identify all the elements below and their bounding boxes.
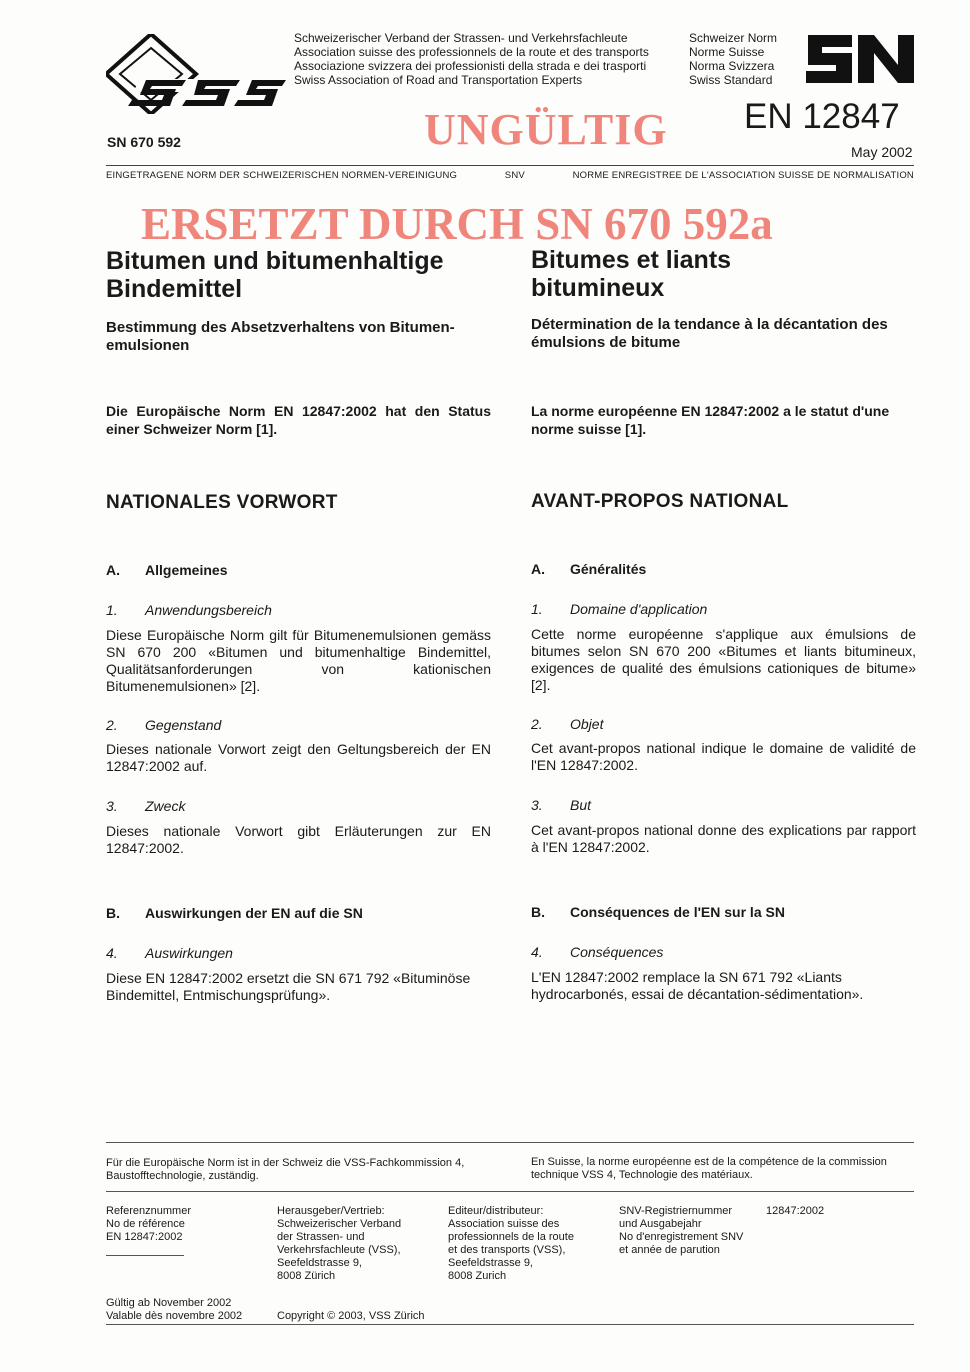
association-name-en: Swiss Association of Road and Transportation Experts [294,73,583,87]
item2-text-de: Dieses nationale Vorwort zeigt den Geltungsbereich der EN 12847:2002 auf. [106,741,491,774]
section-a-heading-de [106,562,227,578]
item4-heading-de [106,945,233,961]
snv-registration-label: SNV-Registriernummer und Ausgabejahr No d'enregistrement SNV et année de parution [619,1205,744,1256]
item3-number-de: 3. [106,798,118,814]
status-fr: La norme européenne EN 12847:2002 a le statut d'une norme suisse [1]. [531,403,890,437]
item2-heading-de [106,717,221,733]
association-names [294,31,649,87]
vss-logo [106,34,286,114]
title-fr-line2: bitumineux [531,274,665,302]
item3-number-fr: 3. [531,797,543,813]
section-b-letter-de: B. [106,905,120,921]
publication-date: May 2002 [851,144,913,160]
item2-text-fr: Cet avant-propos national indique le domaine de validité de l'EN 12847:2002. [531,740,916,773]
item2-number-fr: 2. [531,716,543,732]
item4-title-de: Auswirkungen [145,945,233,961]
foreword-heading-de: NATIONALES VORWORT [106,492,338,513]
item2-heading-fr [531,716,603,732]
subtitle-de: Bestimmung des Absetzverhaltens von Bitumen-emulsionen [106,319,455,354]
item1-text-fr: Cette norme européenne s'applique aux émulsions de bitumes selon SN 670 200 «Bitumes et liants bitumineux, exigences de qualité des émulsions cationiques de bitume» [2]. [531,626,916,693]
footer-top-rule [106,1142,914,1143]
item1-title-de: Anwendungsbereich [145,602,272,618]
item4-heading-fr [531,944,663,960]
standard-type-fr: Norme Suisse [689,45,765,59]
title-de-line2: Bindemittel [106,275,243,303]
item4-text-fr: L'EN 12847:2002 remplace la SN 671 792 «Liants hydrocarbonés, essai de décantation-sédimentation». [531,969,864,1002]
item1-number-de: 1. [106,602,118,618]
item2-title-fr: Objet [570,716,604,732]
item2-number-de: 2. [106,717,118,733]
snv-registration-value: 12847:2002 [766,1205,825,1217]
section-b-title-de: Auswirkungen der EN auf die SN [145,905,363,921]
footer-bottom-rule [106,1324,914,1325]
header-divider [106,165,914,166]
sn-logo [802,31,916,87]
standard-type-en: Swiss Standard [689,73,773,87]
status-de: Die Europäische Norm EN 12847:2002 hat den Status einer Schweizer Norm [1]. [106,403,491,437]
standard-type-names [689,31,777,87]
item3-text-fr: Cet avant-propos national donne des explications par rapport à l'EN 12847:2002. [531,822,916,855]
item1-heading-fr [531,601,707,617]
copyright: Copyright © 2003, VSS Zürich [277,1310,425,1322]
section-b-heading-fr [531,904,785,920]
registration-de: EINGETRAGENE NORM DER SCHWEIZERISCHEN NORMEN-VEREINIGUNG [106,170,458,181]
item1-heading-de [106,602,272,618]
item3-heading-fr [531,797,591,813]
item3-title-fr: But [570,797,592,813]
item3-heading-de [106,798,185,814]
section-a-letter-de: A. [106,562,120,578]
title-de-line1: Bitumen und bitumenhaltige [106,247,444,275]
section-a-title-fr: Généralités [570,561,647,577]
section-a-title-de: Allgemeines [145,562,228,578]
section-a-letter-fr: A. [531,561,545,577]
section-a-heading-fr [531,561,646,577]
competence-de: Für die Europäische Norm ist in der Schweiz die VSS-Fachkommission 4, Baustofftechnologie, zuständig. [106,1157,465,1182]
association-name-fr: Association suisse des professionnels de la route et des transports [294,45,649,59]
title-fr-line1: Bitumes et liants [531,246,732,274]
item3-text-de: Dieses nationale Vorwort gibt Erläuterungen zur EN 12847:2002. [106,823,491,856]
item4-number-fr: 4. [531,944,543,960]
reference-number: Referenznummer No de référence EN 12847:2002 [106,1205,191,1243]
invalid-stamp: UNGÜLTIG [424,105,668,154]
publisher-de: Herausgeber/Vertrieb: Schweizerischer Verband der Strassen- und Verkehrsfachleute (VSS), Seefeldstrasse 9, 8008 Zürich [277,1205,402,1282]
title-fr [531,246,916,302]
standard-type-de: Schweizer Norm [689,31,778,45]
item4-number-de: 4. [106,945,118,961]
section-b-title-fr: Conséquences de l'EN sur la SN [570,904,785,920]
foreword-heading-fr: AVANT-PROPOS NATIONAL [531,491,789,512]
validity-date: Gültig ab November 2002 Valable dès novembre 2002 [106,1297,243,1322]
replaced-stamp: ERSETZT DURCH SN 670 592a [141,199,773,249]
reference-underline [106,1255,184,1256]
registration-fr: NORME ENREGISTREE DE L'ASSOCIATION SUISSE DE NORMALISATION [572,170,914,181]
standard-type-it: Norma Svizzera [689,59,775,73]
competence-fr: En Suisse, la norme européenne est de la compétence de la commission technique VSS 4, Technologie des matériaux. [531,1156,887,1181]
title-de [106,247,491,303]
en-standard-number: EN 12847 [744,97,900,136]
publisher-fr: Editeur/distributeur: Association suisse des professionnels de la route et des transports (VSS), Seefeldstrasse 9, 8008 Zurich [448,1205,574,1282]
item1-text-de: Diese Europäische Norm gilt für Bitumenemulsionen gemäss SN 670 200 «Bitumen und bitumenhaltige Bindemittel, Qualitätsanforderungen von kationischen Bitumenemulsionen» [2]. [106,627,491,694]
sn-code: SN 670 592 [107,134,181,150]
association-name-it: Associazione svizzera dei professionisti della strada e dei trasporti [294,59,647,73]
subtitle-fr: Détermination de la tendance à la décantation des émulsions de bitume [531,316,888,351]
item1-number-fr: 1. [531,601,543,617]
item2-title-de: Gegenstand [145,717,222,733]
registration-snv: SNV [504,170,525,181]
association-name-de: Schweizerischer Verband der Strassen- und Verkehrsfachleute [294,31,628,45]
item1-title-fr: Domaine d'application [570,601,708,617]
section-b-heading-de [106,905,363,921]
item4-text-de: Diese EN 12847:2002 ersetzt die SN 671 792 «Bituminöse Bindemittel, Entmischungsprüfung». [106,970,471,1003]
item4-title-fr: Conséquences [570,944,664,960]
registration-bar [106,170,914,181]
footer-mid-rule [106,1191,914,1192]
section-b-letter-fr: B. [531,904,545,920]
item3-title-de: Zweck [145,798,186,814]
